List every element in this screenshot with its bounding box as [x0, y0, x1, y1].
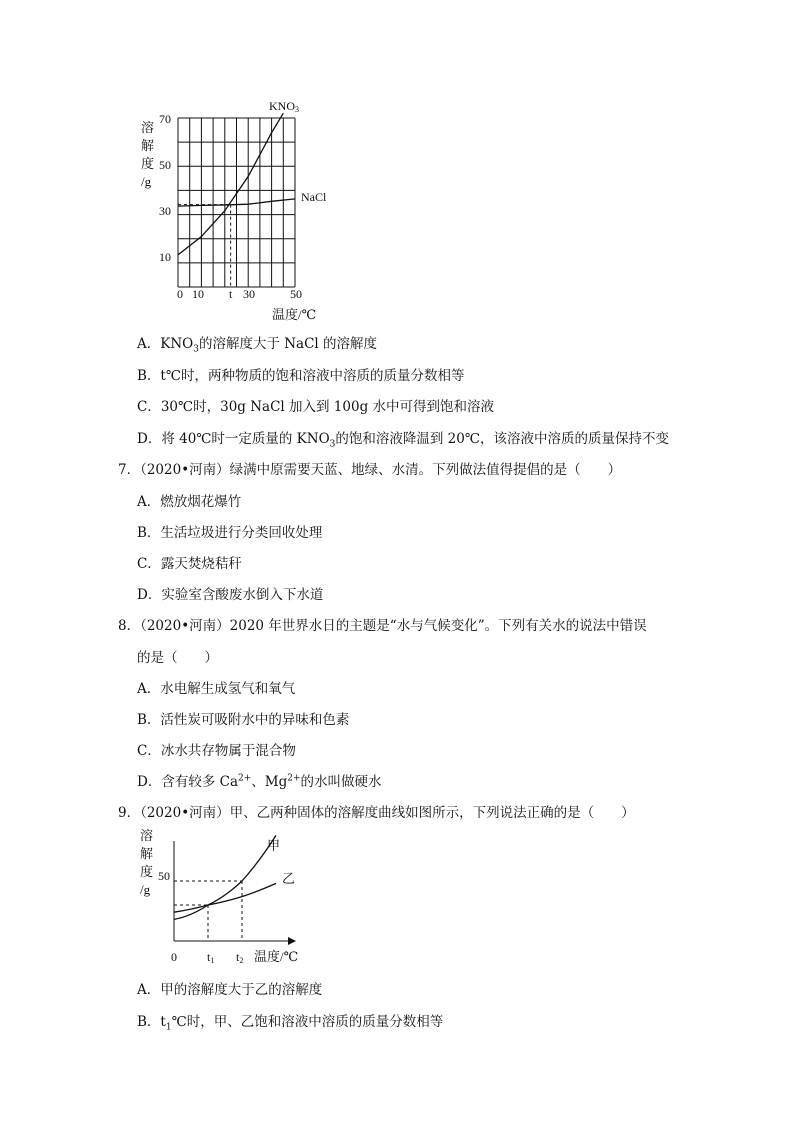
q8-option-c[interactable]: C．冰水共存物属于混合物: [137, 743, 296, 759]
chart1-label-kno3: KNO3: [269, 99, 299, 114]
chart2-ylabel-2: 解: [140, 846, 154, 861]
q9-option-b[interactable]: [137, 1010, 444, 1033]
q8-stem-line2: 的是（ ）: [137, 650, 218, 666]
chart1-xtick-10: 10: [192, 287, 204, 301]
chart2-xtick-0: 0: [171, 950, 177, 964]
chart1-ytick-70: 70: [159, 112, 171, 126]
chart1-xtick-0: 0: [177, 287, 183, 301]
chart1-ylabel-4: /g: [141, 174, 152, 189]
q9-b-sub: 1: [165, 1022, 172, 1033]
chart2-xtick-t1: t1: [207, 950, 215, 965]
q6-a-text-1: A．KNO: [137, 336, 194, 352]
q6-a-text-2: 的溶解度大于 NaCl 的溶解度: [198, 336, 378, 352]
q8-d-sup-2: 2+: [287, 773, 301, 784]
q6-d-text-1: D．将 40℃时一定质量的 KNO: [137, 431, 330, 447]
chart2-ylabel-1: 溶: [140, 828, 154, 843]
chart2-label-yi: 乙: [282, 871, 296, 886]
q9-stem: 9．（2020•河南）甲、乙两种固体的溶解度曲线如图所示，下列说法正确的是（ ）: [118, 805, 635, 821]
chart2-xlabel: 温度/℃: [254, 949, 299, 964]
chart2-curves: [174, 835, 276, 919]
q6-option-b[interactable]: B．t℃时，两种物质的饱和溶液中溶质的质量分数相等: [137, 368, 465, 384]
chart1-grid: [178, 118, 295, 287]
q8-d-sup-1: 2+: [238, 773, 252, 784]
q6-option-a[interactable]: [137, 332, 378, 355]
chart2-ytick-50: 50: [158, 869, 170, 883]
solubility-chart-jia-yi: [130, 825, 330, 970]
q9-b-text-2: ℃时，甲、乙饱和溶液中溶质的质量分数相等: [171, 1014, 444, 1030]
chart2-ylabel-3: 度: [140, 864, 154, 879]
q6-option-d[interactable]: [137, 427, 669, 450]
chart1-xlabel: 温度/℃: [272, 307, 317, 322]
chart1-xtick-t: t: [229, 287, 233, 301]
q8-stem-line1: 8．（2020•河南）2020 年世界水日的主题是“水与气候变化”。下列有关水的说法中错误: [118, 618, 647, 634]
solubility-chart-kno3-nacl: [130, 92, 340, 327]
chart1-ytick-10: 10: [159, 250, 171, 264]
q8-option-a[interactable]: A．水电解生成氢气和氧气: [137, 681, 296, 697]
chart1-xtick-50: 50: [290, 287, 302, 301]
q6-d-text-2: 的饱和溶液降温到 20℃，该溶液中溶质的质量保持不变: [335, 431, 669, 447]
q7-option-b[interactable]: B．生活垃圾进行分类回收处理: [137, 525, 323, 541]
chart1-ytick-30: 30: [159, 204, 171, 218]
q9-b-text-1: B．t: [137, 1014, 166, 1030]
chart1-ytick-50: 50: [159, 158, 171, 172]
q8-d-text-2: 、Mg: [251, 774, 288, 790]
q7-stem: 7．（2020•河南）绿满中原需要天蓝、地绿、水清。下列做法值得提倡的是（ ）: [118, 462, 622, 478]
chart1-xtick-30: 30: [243, 287, 255, 301]
q8-option-b[interactable]: B．活性炭可吸附水中的异味和色素: [137, 712, 350, 728]
chart2-xtick-t2: t2: [236, 950, 244, 965]
q7-option-c[interactable]: C．露天焚烧秸秆: [137, 556, 242, 572]
q6-d-sub: 3: [329, 439, 336, 450]
q7-option-d[interactable]: D．实验室含酸废水倒入下水道: [137, 587, 324, 603]
chart1-label-nacl: NaCl: [301, 190, 327, 204]
chart1-ylabel-3: 度: [141, 156, 155, 171]
chart2-series-jia: [174, 835, 276, 919]
q6-a-sub: 3: [193, 344, 199, 355]
chart2-label-jia: 甲: [267, 838, 281, 853]
chart1-series-kno3: [178, 113, 283, 255]
q8-option-d[interactable]: [137, 770, 382, 790]
q9-option-a[interactable]: A．甲的溶解度大于乙的溶解度: [137, 982, 323, 998]
chart2-ylabel-4: /g: [140, 882, 151, 897]
q7-option-a[interactable]: A．燃放烟花爆竹: [137, 494, 242, 510]
q8-d-text-3: 的水叫做硬水: [300, 774, 382, 790]
q8-d-text-1: D．含有较多 Ca: [137, 774, 238, 790]
chart1-ylabel-1: 溶: [141, 120, 155, 135]
chart1-ylabel-2: 解: [141, 138, 155, 153]
q6-option-c[interactable]: C．30℃时，30g NaCl 加入到 100g 水中可得到饱和溶液: [137, 399, 495, 415]
chart2-series-yi: [174, 883, 276, 912]
